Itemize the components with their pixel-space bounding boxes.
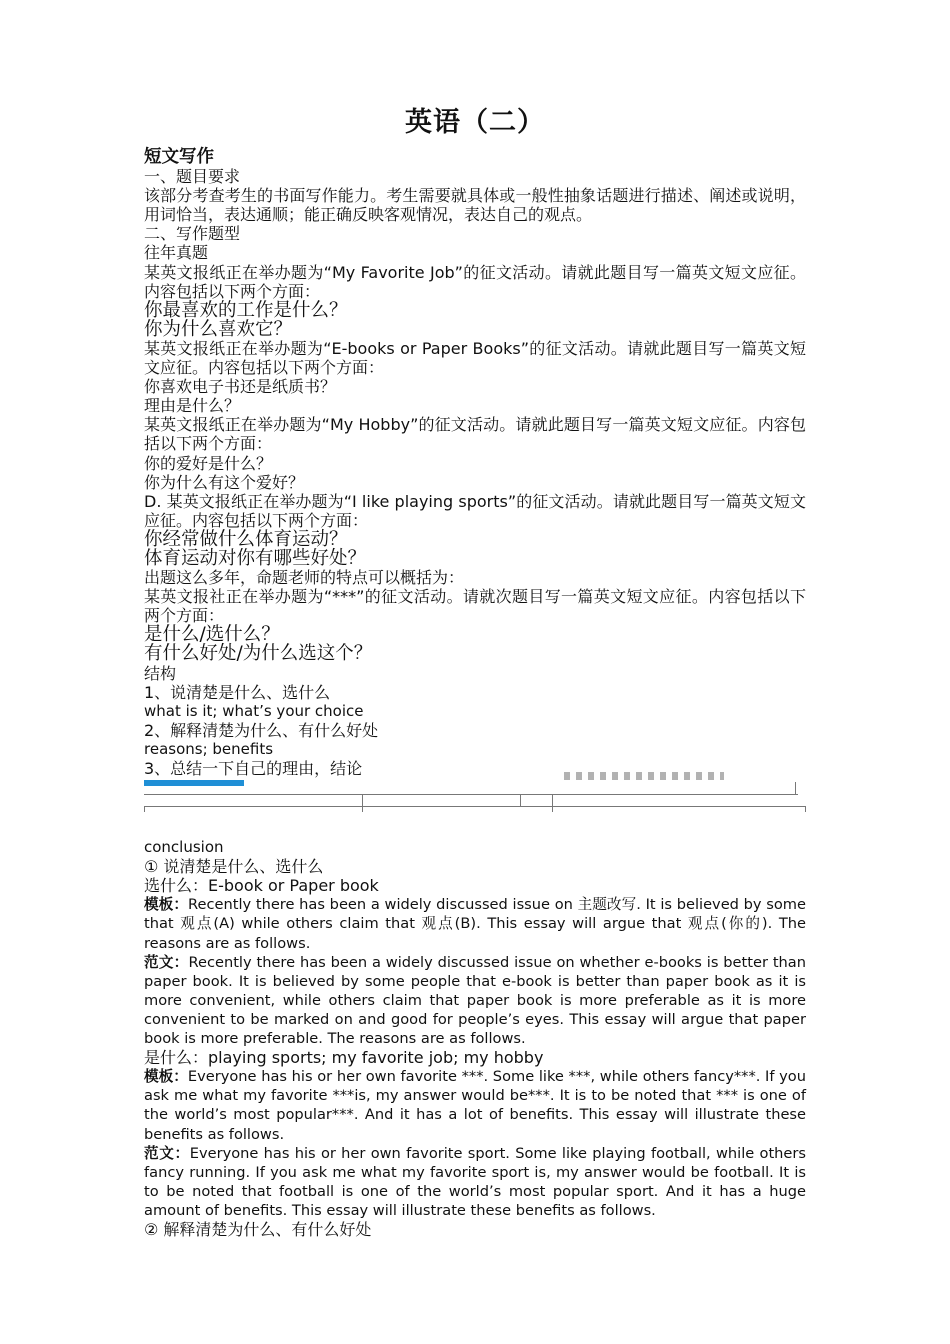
- text-line: 你的爱好是什么？: [144, 453, 273, 473]
- text-line: what is it; what’s your choice: [144, 701, 364, 720]
- table-tick: [520, 794, 521, 806]
- text-line: reasons; benefits: [144, 739, 274, 758]
- table-fragment: [144, 778, 806, 838]
- table-tick: [144, 806, 145, 812]
- table-tick: [805, 806, 806, 812]
- text-line: 你为什么有这个爱好？: [144, 472, 305, 492]
- subheading-explain: ② 解释清楚为什么、有什么好处: [144, 1219, 372, 1239]
- template-label: 模板：: [144, 1068, 188, 1086]
- text-line: ① 说清楚是什么、选什么: [144, 857, 324, 877]
- text-line: 是什么/选什么？: [144, 624, 280, 646]
- text-line: 1、说清楚是什么、选什么: [144, 682, 331, 702]
- template-paragraph-2: [144, 1067, 806, 1143]
- text-line: 理由是什么？: [144, 396, 241, 416]
- text-line: 体育运动对你有哪些好处？: [144, 547, 367, 569]
- text-line: 你最喜欢的工作是什么？: [144, 299, 348, 321]
- document-body: [144, 148, 806, 1239]
- text-paragraph: D. 某英文报纸正在举办题为“I like playing sports”的征文活动。请就此题目写一篇英文短文应征。内容包括以下两个方面：: [144, 491, 806, 530]
- section-prompts: [144, 148, 806, 778]
- table-rule-top: [144, 794, 798, 795]
- template-label: 模板：: [144, 896, 189, 914]
- overlap-artifact: [564, 772, 724, 780]
- text-line: 有什么好处/为什么选这个？: [144, 643, 373, 665]
- text-paragraph: 该部分考查考生的书面写作能力。考生需要就具体或一般性抽象话题进行描述、阐述或说明，用词恰当，表达通顺；能正确反映客观情况，表达自己的观点。: [144, 186, 806, 225]
- section-choice: [144, 838, 806, 895]
- text-paragraph: 某英文报社正在举办题为“***”的征文活动。请就次题目写一篇英文短文应征。内容包括以下两个方面：: [144, 587, 806, 626]
- table-tick: [362, 794, 363, 812]
- template-text: Everyone has his or her own favorite ***. Some like ***, while others fancy***. If you ask me what my favorite ***is, my answer would be***. It is to be noted that *** is one of the world’s most popular***. And it has a lot of benefits. This essay will illustrate these benefits as follows.: [144, 1068, 806, 1143]
- sample-label: 范文：: [144, 1144, 190, 1162]
- template-paragraph-1: [144, 895, 806, 952]
- table-tick: [795, 782, 796, 794]
- text-line: 二、写作题型: [144, 224, 241, 244]
- sample-label: 范文：: [144, 953, 189, 971]
- sample-text: Everyone has his or her own favorite sport. Some like playing football, while others fancy running. If you ask me what my favorite sport is, my answer would be football. It is to be noted that football is one of the world’s most popular sport. And it has a huge amount of benefits. This essay will illustrate these benefits as follows.: [144, 1144, 806, 1219]
- table-tick: [552, 794, 553, 812]
- template-text: Recently there has been a widely discussed issue on 主题改写. It is believed by some that 观点(A) while others claim that 观点(B). This essay will argue that 观点(你的). The reasons are as follows.: [144, 896, 806, 952]
- text-line: 3、总结一下自己的理由，结论: [144, 759, 363, 778]
- sample-text: Recently there has been a widely discussed issue on whether e-books is better than paper book. It is believed by some people that e-book is better than paper book as it is more convenient, while others claim that paper book is more preferable as it is more convenient to be marked on and good for people’s eyes. This essay will argue that paper book is more preferable. The reasons are as follows.: [144, 953, 806, 1048]
- text-line: 一、题目要求: [144, 167, 241, 187]
- text-line: 短文写作: [144, 147, 214, 167]
- text-paragraph: 某英文报纸正在举办题为“My Favorite Job”的征文活动。请就此题目写一篇英文短文应征。内容包括以下两个方面：: [144, 262, 806, 301]
- highlight-bar: [144, 780, 244, 786]
- text-line: 2、解释清楚为什么、有什么好处: [144, 720, 379, 740]
- text-line: 选什么：E-book or Paper book: [144, 876, 379, 896]
- text-paragraph: 某英文报纸正在举办题为“My Hobby”的征文活动。请就此题目写一篇英文短文应征。内容包括以下两个方面：: [144, 415, 806, 454]
- text-line: 你喜欢电子书还是纸质书？: [144, 377, 337, 397]
- page-title: 英语（二）: [405, 107, 545, 138]
- what-line: 是什么：playing sports; my favorite job; my hobby: [144, 1048, 544, 1068]
- sample-paragraph-1: [144, 953, 806, 1048]
- text-paragraph: 某英文报纸正在举办题为“E-books or Paper Books”的征文活动。请就此题目写一篇英文短文应征。内容包括以下两个方面：: [144, 338, 806, 378]
- sample-paragraph-2: [144, 1144, 806, 1220]
- text-line: conclusion: [144, 838, 224, 857]
- text-line: 你经常做什么体育运动？: [144, 528, 348, 550]
- text-line: 你为什么喜欢它？: [144, 318, 293, 340]
- table-rule-bottom: [144, 806, 806, 807]
- text-line: 往年真题: [144, 243, 209, 263]
- text-line: 结构: [144, 663, 177, 683]
- text-line: 出题这么多年，命题老师的特点可以概括为：: [144, 568, 465, 588]
